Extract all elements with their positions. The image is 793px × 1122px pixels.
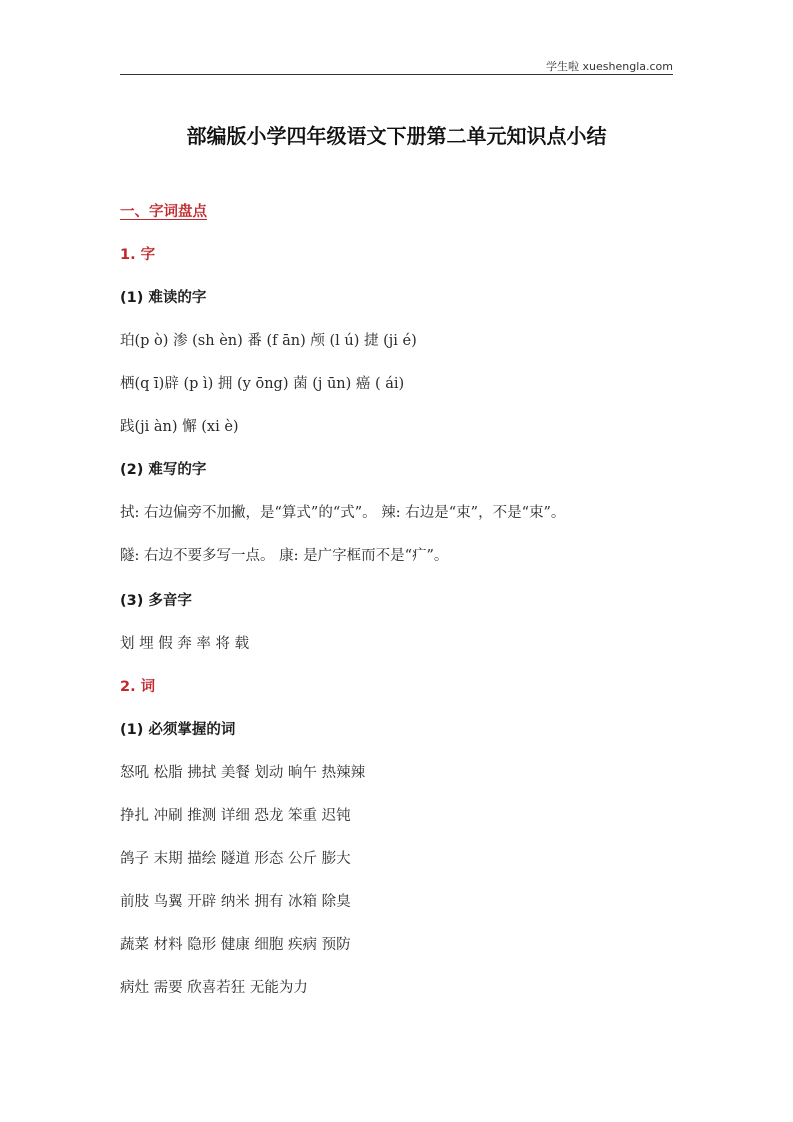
header-divider: [120, 74, 673, 75]
subheading-hard-to-write: (2) 难写的字: [120, 462, 207, 478]
header-site-name: 学生啦 xueshengla.com: [546, 60, 673, 73]
hard-to-write-line-2: 隧: 右边不要多写一点。 康: 是广字框而不是“疒”。: [120, 548, 449, 564]
must-master-line-6: 病灶 需要 欣喜若狂 无能为力: [120, 980, 308, 996]
subheading-polyphonic: (3) 多音字: [120, 593, 192, 609]
section-heading-word-review: 一、字词盘点: [120, 204, 207, 220]
hard-to-read-line-2: 栖(q ī)辟 (p ì) 拥 (y ōng) 菌 (j ūn) 癌 ( ái): [120, 376, 405, 392]
section-heading-words: 2. 词: [120, 679, 156, 695]
hard-to-read-line-1: 珀(p ò) 渗 (sh èn) 番 (f ān) 颅 (l ú) 捷 (ji é): [120, 333, 417, 349]
polyphonic-line: 划 埋 假 奔 率 将 载: [120, 636, 250, 652]
section-heading-characters: 1. 字: [120, 247, 156, 263]
must-master-line-1: 怒吼 松脂 拂拭 美餐 划动 晌午 热辣辣: [120, 765, 366, 781]
document-title: 部编版小学四年级语文下册第二单元知识点小结: [186, 124, 607, 148]
must-master-line-4: 前肢 鸟翼 开辟 纳米 拥有 冰箱 除臭: [120, 894, 351, 910]
subheading-must-master: (1) 必须掌握的词: [120, 722, 236, 738]
hard-to-read-line-3: 践(ji àn) 懈 (xi è): [120, 419, 239, 435]
subheading-hard-to-read: (1) 难读的字: [120, 290, 207, 306]
must-master-line-5: 蔬菜 材料 隐形 健康 细胞 疾病 预防: [120, 937, 351, 953]
hard-to-write-line-1: 拭: 右边偏旁不加撇，是“算式”的“式”。 辣: 右边是“束”，不是“束”。: [120, 505, 566, 521]
must-master-line-2: 挣扎 冲刷 推测 详细 恐龙 笨重 迟钝: [120, 808, 351, 824]
must-master-line-3: 鸽子 末期 描绘 隧道 形态 公斤 膨大: [120, 851, 351, 867]
